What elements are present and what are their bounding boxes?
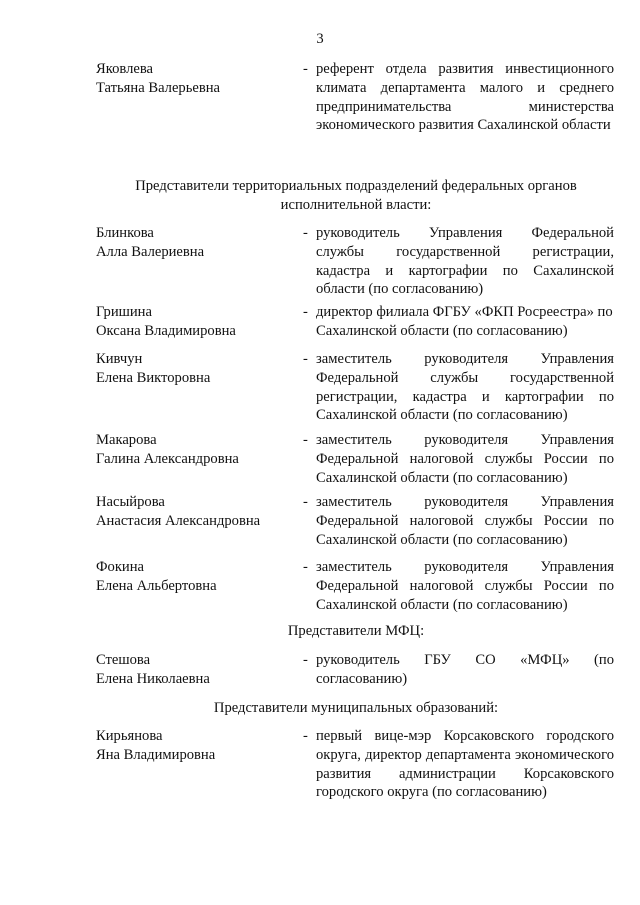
dash-separator: - — [303, 494, 308, 510]
member-surname: Кирьянова — [96, 728, 163, 744]
member-role: директор филиала ФГБУ «ФКП Росреестра» по Сахалинской области (по согласованию) — [316, 304, 613, 339]
dash-separator: - — [303, 432, 308, 448]
member-role: руководитель Управления Федеральной службы государственной регистрации, кадастра и картографии по Сахалинской области (по согласованию) — [316, 225, 614, 298]
member-surname: Блинкова — [96, 225, 154, 241]
member-given-names: Яна Владимировна — [96, 746, 216, 763]
member-surname: Яковлева — [96, 61, 154, 77]
member-name — [96, 558, 296, 596]
page-number: 3 — [316, 31, 324, 47]
dash-separator: - — [303, 652, 308, 668]
member-surname: Макарова — [96, 432, 157, 448]
dash-separator: - — [303, 304, 308, 320]
member-given-names: Елена Викторовна — [96, 369, 211, 386]
member-given-names: Галина Александровна — [96, 450, 239, 467]
member-name — [96, 651, 296, 689]
member-name — [96, 727, 296, 765]
section-heading-federal: Представители территориальных подразделений федеральных органов исполнительной власти: — [135, 178, 577, 213]
member-name — [96, 60, 296, 98]
member-given-names: Елена Николаевна — [96, 670, 210, 687]
dash-separator: - — [303, 351, 308, 367]
member-surname: Кивчун — [96, 351, 143, 367]
member-given-names: Елена Альбертовна — [96, 577, 217, 594]
member-name — [96, 493, 296, 531]
member-name — [96, 303, 296, 341]
member-role: заместитель руководителя Управления Федеральной службы государственной регистрации, кадастра и картографии по Сахалинской области (по согласованию) — [316, 351, 614, 424]
section-heading-mfc: Представители МФЦ: — [287, 623, 425, 639]
member-role: заместитель руководителя Управления Федеральной налоговой службы России по Сахалинской области (по согласованию) — [316, 559, 614, 613]
member-given-names: Анастасия Александровна — [96, 512, 261, 529]
section-heading-municipal: Представители муниципальных образований: — [213, 700, 499, 716]
member-role: референт отдела развития инвестиционного климата департамента малого и среднего предпринимательства министерства экономического развития Сахалинской области — [316, 61, 614, 134]
member-surname: Фокина — [96, 559, 145, 575]
member-given-names: Татьяна Валерьевна — [96, 79, 221, 96]
member-role: первый вице-мэр Корсаковского городского округа, директор департамента экономического развития администрации Корсаковского городского округа (по согласованию) — [316, 728, 614, 801]
member-name — [96, 431, 296, 469]
dash-separator: - — [303, 61, 308, 77]
member-role: заместитель руководителя Управления Федеральной налоговой службы России по Сахалинской области (по согласованию) — [316, 494, 614, 548]
member-surname: Гришина — [96, 304, 152, 320]
member-name — [96, 224, 296, 262]
member-role: руководитель ГБУ СО «МФЦ» (по согласованию) — [316, 652, 614, 687]
member-given-names: Оксана Владимировна — [96, 322, 236, 339]
dash-separator: - — [303, 728, 308, 744]
member-surname: Насыйрова — [96, 494, 165, 510]
member-surname: Стешова — [96, 652, 151, 668]
member-given-names: Алла Валериевна — [96, 243, 205, 260]
dash-separator: - — [303, 225, 308, 241]
member-name — [96, 350, 296, 388]
member-role: заместитель руководителя Управления Федеральной налоговой службы России по Сахалинской области (по согласованию) — [316, 432, 614, 486]
dash-separator: - — [303, 559, 308, 575]
